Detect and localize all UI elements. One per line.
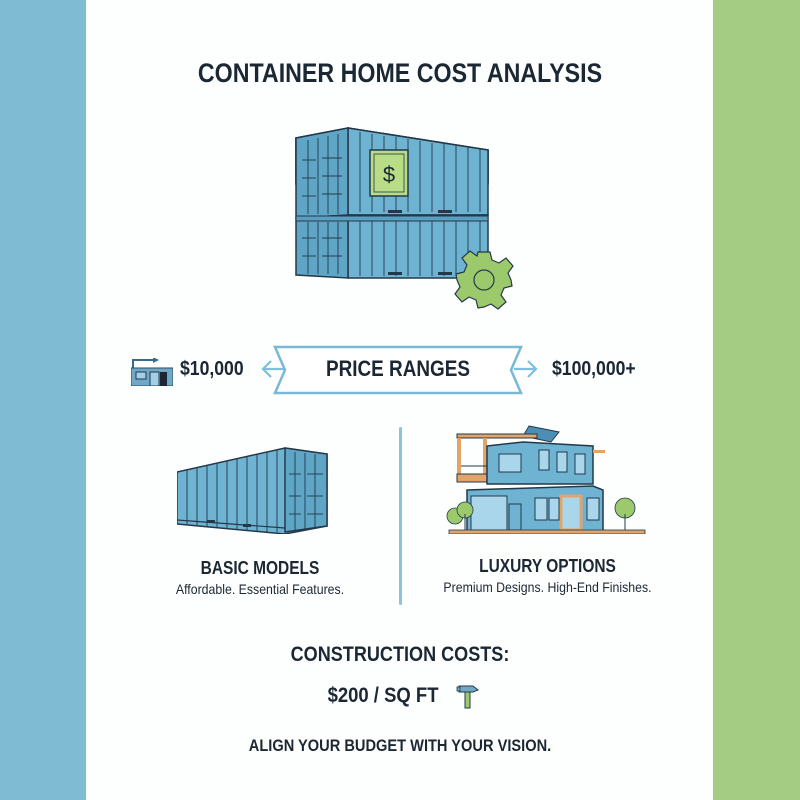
- page-title: CONTAINER HOME COST ANALYSIS: [197, 58, 603, 88]
- price-range-row: [0, 342, 800, 398]
- gear-icon: [455, 251, 513, 309]
- column-divider: [399, 427, 402, 605]
- shipping-container-icon: [177, 444, 337, 534]
- construction-costs-heading: CONSTRUCTION COSTS:: [290, 643, 510, 666]
- price-low-value: $10,000: [180, 358, 244, 380]
- price-high-value: $100,000+: [552, 358, 636, 380]
- right-color-stripe: [713, 0, 800, 800]
- stacked-containers-illustration: [288, 120, 518, 315]
- dollar-sign-icon: [370, 150, 408, 196]
- left-color-stripe: [0, 0, 86, 800]
- construction-cost-value: $200 / SQ FT: [327, 684, 439, 707]
- luxury-options-heading: LUXURY OPTIONS: [479, 556, 616, 576]
- luxury-options-card: [410, 420, 685, 595]
- basic-models-card: [140, 440, 380, 597]
- hammer-icon: [456, 683, 480, 709]
- luxury-options-description: Premium Designs. High-End Finishes.: [443, 579, 652, 595]
- small-container-home-icon: [131, 358, 173, 386]
- basic-models-heading: BASIC MODELS: [200, 558, 320, 578]
- luxury-container-house-icon: [443, 424, 653, 534]
- construction-cost-row: [0, 683, 800, 715]
- basic-models-description: Affordable. Essential Features.: [175, 581, 345, 597]
- tagline: ALIGN YOUR BUDGET WITH YOUR VISION.: [248, 736, 552, 755]
- price-ranges-label: PRICE RANGES: [325, 356, 471, 381]
- stacked-containers-icon: [288, 120, 518, 315]
- svg-text:$: $: [382, 162, 396, 187]
- arrow-right-icon: [512, 358, 540, 380]
